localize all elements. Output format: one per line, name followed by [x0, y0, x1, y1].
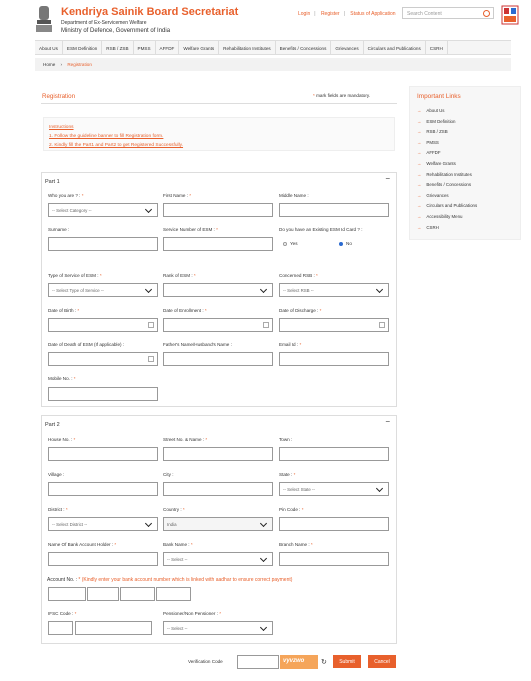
ifsc-field-1[interactable]	[48, 621, 73, 635]
verification-label: Verification Code	[188, 659, 223, 664]
nav-item-affdf[interactable]: AFFDF	[156, 41, 180, 54]
instruction-item[interactable]: 1. Follow the guideline banner to fill Registration form.	[49, 134, 164, 139]
national-emblem-icon	[33, 4, 55, 36]
main-nav	[35, 40, 511, 55]
department-name: Department of Ex-Servicemen Welfare	[61, 20, 147, 26]
state-select[interactable]: -- Select State --	[279, 482, 389, 496]
cancel-button[interactable]: Cancel	[368, 655, 396, 668]
divider	[41, 103, 397, 104]
chevron-down-icon	[145, 286, 152, 293]
rsb-select[interactable]: -- Select RSB --	[279, 283, 389, 297]
nav-item-rehabilitation[interactable]: Rehabilitation Institutes	[219, 41, 276, 54]
country-select[interactable]: India	[163, 517, 273, 531]
nav-item-esm-definition[interactable]: ESM Definition	[63, 41, 102, 54]
radio-button[interactable]	[283, 242, 287, 246]
discharge-label: Date of Discharge : *	[279, 308, 322, 313]
top-links: Login | Register | Status of Application	[298, 11, 396, 17]
village-field[interactable]	[48, 482, 158, 496]
chevron-down-icon	[260, 555, 267, 562]
category-select[interactable]: -- Select Category --	[48, 203, 158, 217]
sidebar-item-about[interactable]: → About Us	[417, 108, 445, 113]
account-label: Account No. : * (Kindly enter your bank account number which is linked with aadhar to ensure correct payment)	[47, 577, 293, 583]
part1-title: Part 1	[45, 179, 60, 185]
arrow-icon: →	[417, 118, 422, 124]
branch-label: Branch Name : *	[279, 542, 313, 547]
first-name-label: First Name : *	[163, 193, 192, 198]
bank-holder-field[interactable]	[48, 552, 158, 566]
father-name-label: Father's Name/Husband's Name :	[163, 342, 232, 347]
arrow-icon: →	[417, 139, 422, 145]
house-field[interactable]	[48, 447, 158, 461]
arrow-icon: →	[417, 129, 422, 135]
sidebar-item-benefits[interactable]: → Benefits / Concessions	[417, 182, 472, 188]
mobile-field[interactable]	[48, 387, 158, 401]
ifsc-label: IFSC Code : *	[48, 611, 77, 616]
part2-title: Part 2	[45, 422, 60, 428]
sidebar-item-affdf[interactable]: → AFFDF	[417, 150, 441, 156]
sidebar-title: Important Links	[417, 93, 461, 100]
pin-field[interactable]	[279, 517, 389, 531]
arrow-icon: →	[417, 224, 422, 230]
calendar-icon[interactable]	[148, 322, 154, 328]
nav-item-circulars[interactable]: Circulars and Publications	[364, 41, 426, 54]
arrow-icon: →	[417, 192, 422, 198]
district-label: District : *	[48, 507, 68, 512]
district-select[interactable]: -- Select District --	[48, 517, 158, 531]
site-title: Kendriya Sainik Board Secretariat	[61, 6, 239, 18]
account-field-3[interactable]	[120, 587, 155, 601]
town-label: Town :	[279, 437, 293, 442]
arrow-icon: →	[417, 160, 422, 166]
chevron-down-icon	[145, 206, 152, 213]
sidebar-item-welfare-grants[interactable]: → Welfare Grants	[417, 160, 456, 166]
instructions-title: Instructions	[49, 125, 74, 130]
breadcrumb-home[interactable]: Home	[43, 62, 56, 67]
death-date-field[interactable]	[48, 352, 158, 366]
bank-name-select[interactable]: -- Select --	[163, 552, 273, 566]
status-link[interactable]: Status of Application	[350, 11, 396, 17]
branch-field[interactable]	[279, 552, 389, 566]
father-name-field[interactable]	[163, 352, 273, 366]
arrow-icon: →	[417, 171, 422, 177]
sidebar-item-esm-definition[interactable]: → ESM Definition	[417, 118, 456, 124]
sidebar-item-csrh[interactable]: → CSRH	[417, 224, 439, 230]
first-name-field[interactable]	[163, 203, 273, 217]
site-header	[0, 0, 531, 40]
instructions-box	[43, 117, 395, 151]
nav-item-benefits[interactable]: Benefits / Concessions	[276, 41, 332, 54]
street-field[interactable]	[163, 447, 273, 461]
ifsc-field-2[interactable]	[75, 621, 152, 635]
service-number-label: Service Number of ESM : *	[163, 227, 218, 232]
calendar-icon[interactable]	[263, 322, 269, 328]
refresh-icon[interactable]: ↻	[321, 659, 327, 666]
chevron-down-icon	[376, 286, 383, 293]
radio-yes[interactable]: Yes	[283, 241, 298, 246]
chevron-down-icon	[145, 520, 152, 527]
rank-select[interactable]	[163, 283, 273, 297]
discharge-field[interactable]	[279, 318, 389, 332]
surname-field[interactable]	[48, 237, 158, 251]
death-label: Date of Death of ESM (If applicable) :	[48, 342, 125, 347]
sidebar-item-circulars[interactable]: → Circulars and Publications	[417, 203, 478, 209]
collapse-icon[interactable]: −	[385, 174, 390, 183]
chevron-down-icon	[260, 624, 267, 631]
instruction-item[interactable]: 2. Kindly fill the Part1 and Part2 to get Registered Successfully.	[49, 143, 184, 148]
dob-field[interactable]	[48, 318, 158, 332]
breadcrumb-current: Registration	[67, 62, 92, 67]
bank-name-label: Bank Name : *	[163, 542, 193, 547]
town-field[interactable]	[279, 447, 389, 461]
nav-item-grievances[interactable]: Grievances	[331, 41, 363, 54]
chevron-down-icon	[260, 286, 267, 293]
email-label: Email Id : *	[279, 342, 302, 347]
city-field[interactable]	[163, 482, 273, 496]
rank-label: Rank of ESM : *	[163, 273, 196, 278]
arrow-icon: →	[417, 150, 422, 156]
nav-item-pmss[interactable]: PMSS	[134, 41, 156, 54]
enrollment-field[interactable]	[163, 318, 273, 332]
type-service-select[interactable]: -- Select Type of Service --	[48, 283, 158, 297]
sidebar-item-grievances[interactable]: → Grievances	[417, 192, 449, 198]
search-icon[interactable]	[483, 10, 490, 17]
service-number-field[interactable]	[163, 237, 273, 251]
account-field-1[interactable]	[48, 587, 86, 601]
page-title: Registration	[42, 93, 76, 100]
arrow-icon: →	[417, 182, 422, 188]
nav-item-about[interactable]: About Us	[35, 41, 63, 54]
sidebar-list	[417, 108, 477, 235]
type-service-label: Type of Service of ESM : *	[48, 273, 102, 278]
street-label: Street No. & Name : *	[163, 437, 208, 442]
calendar-icon[interactable]	[148, 356, 154, 362]
mobile-label: Mobile No. : *	[48, 376, 76, 381]
chevron-down-icon	[376, 485, 383, 492]
surname-label: Surname :	[48, 227, 70, 232]
verification-input[interactable]	[237, 655, 279, 669]
chevron-down-icon	[260, 520, 267, 527]
breadcrumb	[35, 58, 511, 71]
city-label: City :	[163, 472, 174, 477]
middle-name-field[interactable]	[279, 203, 389, 217]
arrow-icon: →	[417, 213, 422, 219]
sidebar-item-pmss[interactable]: → PMSS	[417, 139, 439, 145]
concerned-rsb-label: Concerned RSB : *	[279, 273, 318, 278]
state-label: State : *	[279, 472, 296, 477]
ksb-logo-icon	[500, 4, 520, 26]
arrow-icon: →	[417, 108, 422, 113]
country-label: Country : *	[163, 507, 185, 512]
search-input[interactable]: Search Content	[402, 7, 494, 19]
existing-id-label: Do you have an Existing ESM Id Card ? :	[279, 227, 363, 232]
account-field-4[interactable]	[156, 587, 191, 601]
sidebar-item-accessibility[interactable]: → Accessibility Menu	[417, 213, 463, 219]
captcha-image: vyvzwo	[280, 655, 318, 669]
radio-no[interactable]: No	[339, 241, 352, 246]
register-link[interactable]: Register	[320, 11, 340, 17]
account-field-2[interactable]	[87, 587, 119, 601]
important-links-sidebar	[409, 86, 521, 240]
sidebar-item-rehabilitation[interactable]: → Rehabilitation Institutes	[417, 171, 472, 177]
enrollment-label: Date of Enrollment : *	[163, 308, 207, 313]
arrow-icon: →	[417, 203, 422, 209]
village-label: Village :	[48, 472, 65, 477]
calendar-icon[interactable]	[379, 322, 385, 328]
house-label: House No. : *	[48, 437, 76, 442]
nav-item-csrh[interactable]: CSRH	[426, 41, 448, 54]
sidebar-item-rsb-zsb[interactable]: → RSB / ZSB	[417, 129, 448, 135]
mandatory-note: * mark fields are mandatory.	[313, 93, 371, 98]
submit-button[interactable]: Submit	[333, 655, 361, 668]
ministry-name: Ministry of Defence, Government of India	[61, 28, 171, 34]
middle-name-label: Middle Name :	[279, 193, 309, 198]
pensioner-select[interactable]: -- Select --	[163, 621, 273, 635]
pin-label: Pin Code : *	[279, 507, 304, 512]
bank-holder-label: Name Of Bank Account Holder : *	[48, 542, 117, 547]
nav-item-welfare-grants[interactable]: Welfare Grants	[179, 41, 219, 54]
pensioner-label: Pensioner/Non Pensioner : *	[163, 611, 221, 616]
login-link[interactable]: Login	[298, 11, 311, 17]
collapse-icon[interactable]: −	[385, 417, 390, 426]
email-field[interactable]	[279, 352, 389, 366]
breadcrumb-separator: ›	[60, 62, 63, 67]
nav-item-rsb-zsb[interactable]: RSB / ZSB	[102, 41, 133, 54]
radio-button-selected[interactable]	[339, 242, 343, 246]
who-label: Who you are ? : *	[48, 193, 84, 198]
dob-label: Date of Birth : *	[48, 308, 80, 313]
